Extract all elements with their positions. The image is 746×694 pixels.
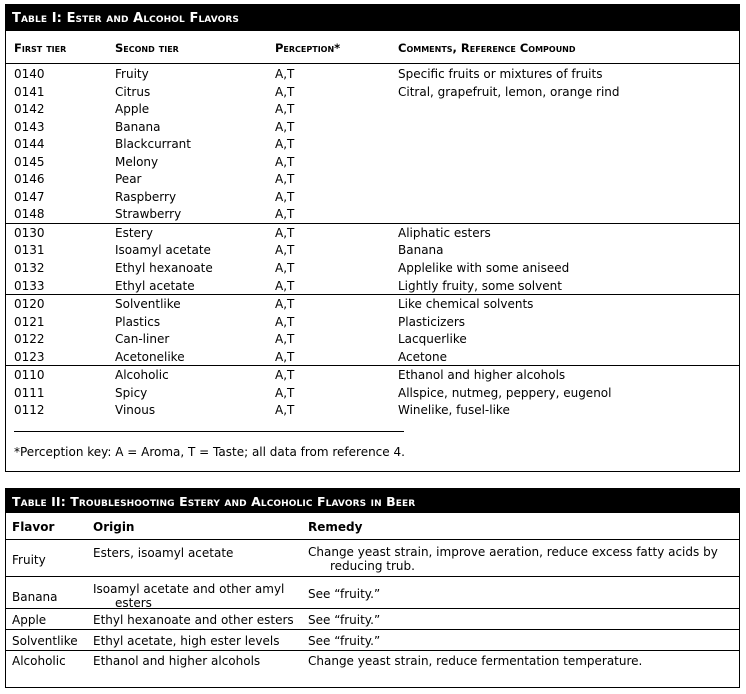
cell-second-tier: Solventlike: [115, 297, 181, 312]
cell-second-tier: Can-liner: [115, 332, 170, 347]
cell-second-tier: Plastics: [115, 314, 161, 329]
header-remedy: Remedy: [308, 520, 363, 534]
cell-remedy: Change yeast strain, reduce fermentation temperature.: [308, 654, 643, 668]
cell-perception: A,T: [275, 349, 295, 364]
cell-origin: Ethyl acetate, high ester levels: [93, 634, 280, 648]
cell-comment: Specific fruits or mixtures of fruits: [398, 67, 603, 81]
cell-flavor: Banana: [12, 590, 58, 604]
cell-remedy: Change yeast strain, improve aeration, reduce excess fatty acids by reducing trub.: [308, 545, 718, 573]
cell-comment: Winelike, fusel-like: [398, 403, 510, 418]
cell-second-tier: Strawberry: [115, 207, 182, 222]
table-row: [6, 241, 739, 259]
cell-second-tier: Melony: [115, 154, 159, 169]
cell-second-tier: Isoamyl acetate: [115, 243, 211, 258]
cell-flavor: Alcoholic: [12, 654, 66, 668]
cell-first-tier: 0144: [14, 137, 45, 152]
table-row: [6, 313, 739, 331]
cell-remedy: See “fruity.”: [308, 634, 381, 648]
cell-first-tier: 0130: [14, 225, 45, 240]
cell-origin: Isoamyl acetate and other amyl esters: [93, 582, 285, 610]
table-row: [6, 277, 739, 295]
cell-second-tier: Ethyl acetate: [115, 278, 195, 293]
cell-second-tier: Citrus: [115, 84, 151, 99]
cell-second-tier: Pear: [115, 172, 142, 187]
cell-comment: Acetone: [398, 349, 448, 364]
cell-perception: A,T: [275, 137, 295, 152]
table-row: [6, 153, 739, 171]
cell-second-tier: Fruity: [115, 67, 149, 81]
cell-perception: A,T: [275, 278, 295, 293]
table-body: [6, 540, 739, 671]
cell-first-tier: 0140: [14, 67, 45, 81]
cell-perception: A,T: [275, 189, 295, 204]
cell-perception: A,T: [275, 314, 295, 329]
table-row: [6, 83, 739, 101]
header-first-tier: First tier: [14, 41, 67, 55]
cell-perception: A,T: [275, 84, 295, 99]
cell-perception: A,T: [275, 172, 295, 187]
table-row: [6, 577, 739, 609]
cell-comment: Allspice, nutmeg, peppery, eugenol: [398, 385, 612, 400]
cell-second-tier: Banana: [115, 119, 161, 134]
cell-perception: A,T: [275, 261, 295, 276]
table-title: Table II: Troubleshooting Estery and Alcoholic Flavors in Beer: [6, 489, 739, 513]
table-row: [6, 384, 739, 402]
cell-remedy: See “fruity.”: [308, 587, 381, 601]
cell-second-tier: Estery: [115, 225, 153, 240]
table-row: [6, 100, 739, 118]
cell-first-tier: 0142: [14, 102, 45, 117]
table-row: [6, 65, 739, 83]
cell-first-tier: 0143: [14, 119, 45, 134]
cell-perception: A,T: [275, 332, 295, 347]
table-row: [6, 651, 739, 671]
table-row: [6, 348, 739, 366]
header-perception: Perception*: [275, 41, 341, 55]
cell-perception: A,T: [275, 102, 295, 117]
cell-perception: A,T: [275, 297, 295, 312]
table-row: [6, 223, 739, 242]
cell-perception: A,T: [275, 119, 295, 134]
header-flavor: Flavor: [12, 520, 55, 534]
cell-flavor: Fruity: [12, 553, 46, 567]
cell-first-tier: 0133: [14, 278, 45, 293]
cell-perception: A,T: [275, 225, 295, 240]
cell-perception: A,T: [275, 207, 295, 222]
cell-comment: Aliphatic esters: [398, 225, 491, 240]
table-row: [6, 118, 739, 136]
footnote: *Perception key: A = Aroma, T = Taste; all data from reference 4.: [14, 445, 405, 459]
table-row: [6, 294, 739, 313]
cell-comment: Like chemical solvents: [398, 297, 534, 312]
cell-comment: Applelike with some aniseed: [398, 261, 570, 276]
cell-comment: Plasticizers: [398, 314, 466, 329]
table-body: [6, 64, 739, 419]
footnote-rule: [14, 431, 404, 432]
cell-perception: A,T: [275, 385, 295, 400]
cell-first-tier: 0146: [14, 172, 45, 187]
cell-second-tier: Acetonelike: [115, 349, 185, 364]
table-row: [6, 170, 739, 188]
table-row: [6, 259, 739, 277]
cell-second-tier: Raspberry: [115, 189, 177, 204]
cell-first-tier: 0110: [14, 368, 45, 383]
table-header-row: [6, 513, 739, 540]
cell-first-tier: 0111: [14, 385, 45, 400]
table-troubleshooting: [5, 488, 740, 688]
cell-perception: A,T: [275, 403, 295, 418]
cell-first-tier: 0148: [14, 207, 45, 222]
table-row: [6, 630, 739, 651]
table-row: [6, 540, 739, 577]
cell-perception: A,T: [275, 154, 295, 169]
cell-first-tier: 0123: [14, 349, 45, 364]
header-origin: Origin: [93, 520, 135, 534]
cell-second-tier: Blackcurrant: [115, 137, 191, 152]
cell-second-tier: Vinous: [115, 403, 156, 418]
cell-second-tier: Alcoholic: [115, 368, 169, 383]
cell-perception: A,T: [275, 368, 295, 383]
cell-first-tier: 0122: [14, 332, 45, 347]
cell-comment: Lightly fruity, some solvent: [398, 278, 562, 293]
cell-origin: Ethanol and higher alcohols: [93, 654, 261, 668]
cell-comment: Ethanol and higher alcohols: [398, 368, 566, 383]
cell-origin: Ethyl hexanoate and other esters: [93, 613, 294, 627]
table-title: Table I: Ester and Alcohol Flavors: [6, 5, 739, 31]
cell-remedy: See “fruity.”: [308, 613, 381, 627]
table-row: [6, 365, 739, 384]
cell-flavor: Apple: [12, 613, 47, 627]
cell-flavor: Solventlike: [12, 634, 78, 648]
cell-comment: Citral, grapefruit, lemon, orange rind: [398, 84, 620, 99]
cell-first-tier: 0121: [14, 314, 45, 329]
table-row: [6, 401, 739, 419]
table-row: [6, 609, 739, 630]
cell-first-tier: 0147: [14, 189, 45, 204]
cell-perception: A,T: [275, 67, 295, 81]
cell-perception: A,T: [275, 243, 295, 258]
cell-first-tier: 0132: [14, 261, 45, 276]
cell-second-tier: Spicy: [115, 385, 148, 400]
table-row: [6, 330, 739, 348]
cell-first-tier: 0141: [14, 84, 45, 99]
cell-first-tier: 0131: [14, 243, 45, 258]
table-row: [6, 135, 739, 153]
table-row: [6, 188, 739, 206]
cell-first-tier: 0112: [14, 403, 45, 418]
cell-origin: Esters, isoamyl acetate: [93, 546, 234, 560]
table-row: [6, 205, 739, 223]
cell-first-tier: 0145: [14, 154, 45, 169]
cell-second-tier: Apple: [115, 102, 150, 117]
table-ester-alcohol-flavors: [5, 4, 740, 472]
cell-comment: Banana: [398, 243, 444, 258]
table-header-row: [6, 31, 739, 64]
cell-second-tier: Ethyl hexanoate: [115, 261, 213, 276]
cell-first-tier: 0120: [14, 297, 45, 312]
header-second-tier: Second tier: [115, 41, 179, 55]
header-comments: Comments, Reference Compound: [398, 41, 576, 55]
cell-comment: Lacquerlike: [398, 332, 467, 347]
